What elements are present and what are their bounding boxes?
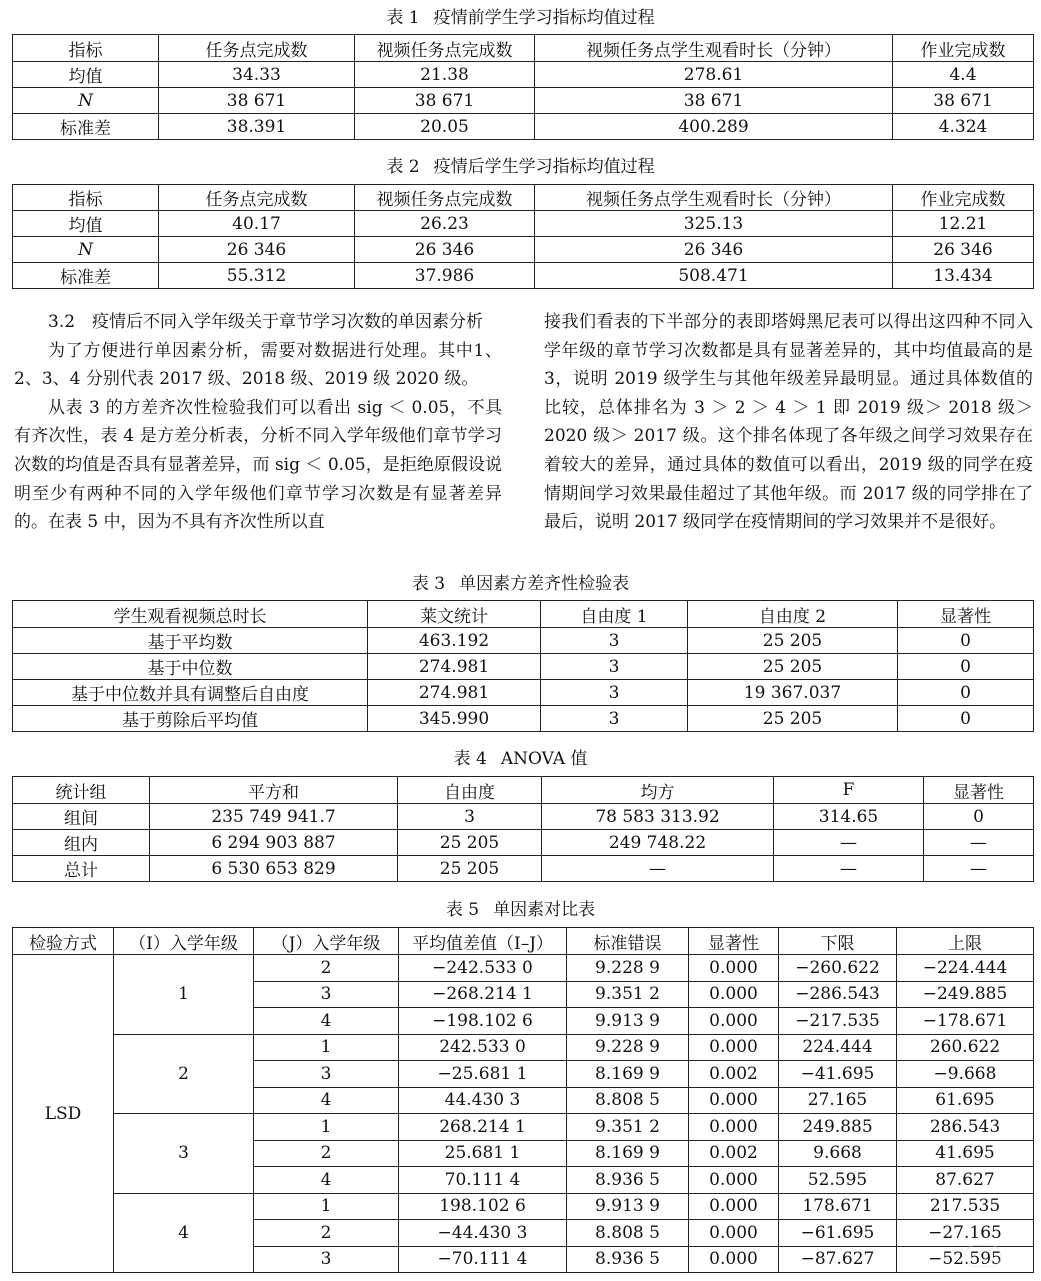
table3-header: 自由度 2 [688, 601, 898, 628]
table2-caption-title: 疫情后学生学习指标均值过程 [433, 157, 655, 177]
table-cell: 26 346 [159, 237, 355, 263]
table-cell: 55.312 [159, 263, 355, 289]
body-right-column [544, 308, 1033, 537]
table5-header: 上限 [897, 928, 1034, 955]
table3-header: 自由度 1 [541, 601, 688, 628]
table-cell: 314.65 [774, 804, 924, 830]
table5-header: 平均值差值（I–J） [399, 928, 567, 955]
table-cell: 3 [254, 981, 399, 1008]
table-cell: 0.000 [689, 1114, 779, 1141]
table-cell: 40.17 [159, 211, 355, 237]
table-cell: 8.169 9 [567, 1061, 689, 1088]
table-cell: 0 [898, 706, 1034, 732]
table-cell: −286.543 [779, 981, 897, 1008]
table-cell: 25 205 [398, 830, 542, 856]
table-cell: 26 346 [535, 237, 893, 263]
table-cell: 274.981 [368, 654, 541, 680]
table-cell: 9.913 9 [567, 1193, 689, 1220]
table-cell: 3 [398, 804, 542, 830]
table5-header: 标准错误 [567, 928, 689, 955]
i-grade-cell: 2 [114, 1034, 254, 1114]
table-cell: 38 671 [535, 88, 893, 114]
table-cell: 1 [254, 1193, 399, 1220]
table-cell: 26.23 [355, 211, 535, 237]
table-cell: 0 [898, 680, 1034, 706]
table-row [13, 88, 1034, 114]
table-cell: −27.165 [897, 1220, 1034, 1247]
table-cell: 2 [254, 1220, 399, 1247]
table-cell: 4 [254, 1008, 399, 1035]
table-cell: 27.165 [779, 1087, 897, 1114]
table-cell: 61.695 [897, 1087, 1034, 1114]
table-cell: 78 583 313.92 [542, 804, 774, 830]
table-cell: 278.61 [535, 62, 893, 88]
table3-header: 学生观看视频总时长 [13, 601, 368, 628]
table-cell: 0.000 [689, 1008, 779, 1035]
table-cell: −242.533 0 [399, 955, 567, 982]
table-cell: 34.33 [159, 62, 355, 88]
table-cell: 38 671 [159, 88, 355, 114]
table-cell: −9.668 [897, 1061, 1034, 1088]
table-cell: 3 [254, 1061, 399, 1088]
table-cell: 3 [541, 654, 688, 680]
table1-caption [0, 7, 1041, 29]
table-cell: 0.000 [689, 955, 779, 982]
table-cell: 基于平均数 [13, 628, 368, 654]
table-row [13, 1193, 1034, 1220]
table3-caption-number: 表 3 [411, 574, 446, 594]
table-cell: 0.000 [689, 1220, 779, 1247]
table-cell: 4 [254, 1087, 399, 1114]
table1-header: 指标 [13, 35, 159, 62]
table-cell: — [774, 830, 924, 856]
table-cell: 38.391 [159, 114, 355, 140]
table5-header: 显著性 [689, 928, 779, 955]
table-cell: 13.434 [893, 263, 1034, 289]
table-cell: 0.000 [689, 1167, 779, 1194]
paragraph: 从表 3 的方差齐次性检验我们可以看出 sig ＜ 0.05，不具有齐次性，表 4 是方差分析表，分析不同入学年级他们章节学习次数的均值是否具有显著差异，而 sig ＜ 0.05，是拒绝原假设说明至少有两种不同的入学年级他们章节学习次数是有显著差异的。在表 5 中，因为不具有齐次性所以直 [14, 397, 502, 533]
table-cell: 286.543 [897, 1114, 1034, 1141]
table5-header: 下限 [779, 928, 897, 955]
paragraph: 接我们看表的下半部分的表即塔姆黑尼表可以得出这四种不同入学年级的章节学习次数都是具有显著差异的，其中均值最高的是 3，说明 2019 级学生与其他年级差异最明显。通过具体数值的比较，总体排名为 3 ＞ 2 ＞ 4 ＞ 1 即 2019 级＞ 2018 级＞ 2020 级＞ 2017 级。这个排名体现了各年级之间学习效果存在着较大的差异，通过具体的数值可以看出，2019 级的同学在疫情期间学习效果最佳超过了其他年级。而 2017 级的同学排在了最后，说明 2017 级同学在疫情期间的学习效果并不是很好。 [544, 312, 1033, 533]
table1-caption-title: 疫情前学生学习指标均值过程 [433, 8, 655, 28]
table4-header: 统计组 [13, 777, 150, 804]
table-cell: N [13, 88, 159, 114]
table-cell: 37.986 [355, 263, 535, 289]
table-cell: −224.444 [897, 955, 1034, 982]
table-row [13, 856, 1034, 882]
table-cell: 463.192 [368, 628, 541, 654]
table-cell: −178.671 [897, 1008, 1034, 1035]
table2-header: 视频任务点完成数 [355, 185, 535, 211]
table-cell: 标准差 [13, 263, 159, 289]
table-cell: 345.990 [368, 706, 541, 732]
table-cell: 9.228 9 [567, 955, 689, 982]
table-cell: −260.622 [779, 955, 897, 982]
table1-header: 任务点完成数 [159, 35, 355, 62]
table-cell: 325.13 [535, 211, 893, 237]
table3-header: 显著性 [898, 601, 1034, 628]
table-cell: 总计 [13, 856, 150, 882]
table-row [13, 680, 1034, 706]
table-cell: −198.102 6 [399, 1008, 567, 1035]
table-cell: 1 [254, 1034, 399, 1061]
table-row [13, 114, 1034, 140]
table-cell: 0 [898, 654, 1034, 680]
table-cell: 组间 [13, 804, 150, 830]
table-cell: 25 205 [688, 706, 898, 732]
table-row [13, 263, 1034, 289]
table-cell: −268.214 1 [399, 981, 567, 1008]
table-cell: 20.05 [355, 114, 535, 140]
table-cell: 6 294 903 887 [150, 830, 398, 856]
table-cell: 52.595 [779, 1167, 897, 1194]
table-cell: — [774, 856, 924, 882]
table-cell: −249.885 [897, 981, 1034, 1008]
table-cell: N [13, 237, 159, 263]
table-cell: — [924, 830, 1034, 856]
table4 [12, 776, 1034, 882]
table1-header: 视频任务点完成数 [355, 35, 535, 62]
table-cell: 70.111 4 [399, 1167, 567, 1194]
table-cell: 3 [541, 706, 688, 732]
table-cell: 44.430 3 [399, 1087, 567, 1114]
table3-header-row [13, 601, 1034, 628]
table-cell: 249.885 [779, 1114, 897, 1141]
table-row [13, 1034, 1034, 1061]
table4-header: 显著性 [924, 777, 1034, 804]
table-cell: 25 205 [398, 856, 542, 882]
table-cell: −70.111 4 [399, 1246, 567, 1273]
table-row [13, 237, 1034, 263]
i-grade-cell: 3 [114, 1114, 254, 1194]
table5-caption-number: 表 5 [445, 900, 480, 920]
table3-header: 莱文统计 [368, 601, 541, 628]
table-cell: 标准差 [13, 114, 159, 140]
table-cell: 均值 [13, 62, 159, 88]
table5 [12, 927, 1034, 1273]
table-cell: — [924, 856, 1034, 882]
table-cell: 274.981 [368, 680, 541, 706]
table-cell: −87.627 [779, 1246, 897, 1273]
table-cell: 0.000 [689, 1246, 779, 1273]
table-cell: 基于剪除后平均值 [13, 706, 368, 732]
table-cell: 4 [254, 1167, 399, 1194]
table-cell: 25 205 [688, 654, 898, 680]
table-cell: 0.002 [689, 1140, 779, 1167]
table-cell: 8.808 5 [567, 1220, 689, 1247]
section-heading: 3.2 疫情后不同入学年级关于章节学习次数的单因素分析 [48, 312, 484, 332]
table5-caption-title: 单因素对比表 [493, 900, 596, 920]
table-cell: −44.430 3 [399, 1220, 567, 1247]
table5-caption [0, 899, 1041, 921]
table4-caption-number: 表 4 [453, 749, 487, 769]
table2-caption-number: 表 2 [386, 157, 420, 177]
table-cell: 12.21 [893, 211, 1034, 237]
table-cell: 87.627 [897, 1167, 1034, 1194]
table-cell: 268.214 1 [399, 1114, 567, 1141]
table-cell: 2 [254, 1140, 399, 1167]
table-cell: 0 [924, 804, 1034, 830]
paragraph: 为了方便进行单因素分析，需要对数据进行处理。其中1、2、3、4 分别代表 2017 级、2018 级、2019 级 2020 级。 [14, 340, 502, 390]
table-cell: 38 671 [355, 88, 535, 114]
table2-header: 作业完成数 [893, 185, 1034, 211]
table4-header: 自由度 [398, 777, 542, 804]
table4-caption-title: ANOVA 值 [500, 749, 588, 769]
table-cell: 235 749 941.7 [150, 804, 398, 830]
table-cell: 249 748.22 [542, 830, 774, 856]
table4-caption [0, 748, 1041, 770]
table4-header: 均方 [542, 777, 774, 804]
table-row [13, 830, 1034, 856]
table-cell: 9.351 2 [567, 1114, 689, 1141]
table-cell: −61.695 [779, 1220, 897, 1247]
table-cell: — [542, 856, 774, 882]
table5-header-row [13, 928, 1034, 955]
table-cell: 0.000 [689, 1087, 779, 1114]
body-left-column [14, 308, 502, 537]
table-cell: 3 [541, 628, 688, 654]
table-cell: 0.000 [689, 1193, 779, 1220]
table-cell: 1 [254, 1114, 399, 1141]
table-cell: 均值 [13, 211, 159, 237]
table-cell: 25.681 1 [399, 1140, 567, 1167]
table-row [13, 804, 1034, 830]
table-cell: 25 205 [688, 628, 898, 654]
table-cell: 38 671 [893, 88, 1034, 114]
table-cell: 26 346 [893, 237, 1034, 263]
table-cell: 9.351 2 [567, 981, 689, 1008]
table-cell: 9.228 9 [567, 1034, 689, 1061]
table-cell: −41.695 [779, 1061, 897, 1088]
table-row [13, 628, 1034, 654]
table2-header-row [13, 185, 1034, 211]
table5-header: （J）入学年级 [254, 928, 399, 955]
table-cell: 400.289 [535, 114, 893, 140]
table3-caption-title: 单因素方差齐性检验表 [459, 574, 630, 594]
table-cell: 8.808 5 [567, 1087, 689, 1114]
table2 [12, 184, 1034, 289]
table-cell: 3 [541, 680, 688, 706]
table-cell: 178.671 [779, 1193, 897, 1220]
table-row [13, 706, 1034, 732]
table2-header: 视频任务点学生观看时长（分钟） [535, 185, 893, 211]
table-cell: 0 [898, 628, 1034, 654]
method-cell: LSD [13, 955, 114, 1273]
table-row [13, 211, 1034, 237]
table-cell: 224.444 [779, 1034, 897, 1061]
table1-caption-number: 表 1 [386, 8, 420, 28]
table-cell: 0.000 [689, 981, 779, 1008]
table4-header-row [13, 777, 1034, 804]
table2-header: 任务点完成数 [159, 185, 355, 211]
table-cell: 9.913 9 [567, 1008, 689, 1035]
table-row [13, 62, 1034, 88]
table-cell: 26 346 [355, 237, 535, 263]
table-cell: 198.102 6 [399, 1193, 567, 1220]
table2-header: 指标 [13, 185, 159, 211]
table-cell: −52.595 [897, 1246, 1034, 1273]
table-cell: 3 [254, 1246, 399, 1273]
table1-header: 作业完成数 [893, 35, 1034, 62]
table-cell: 217.535 [897, 1193, 1034, 1220]
table1 [12, 34, 1034, 140]
table-cell: 2 [254, 955, 399, 982]
table-cell: 基于中位数并具有调整后自由度 [13, 680, 368, 706]
table-cell: 0.002 [689, 1061, 779, 1088]
table-cell: 9.668 [779, 1140, 897, 1167]
table-row [13, 955, 1034, 982]
watermark-icon [965, 1245, 1001, 1267]
table3-caption [0, 573, 1041, 595]
table3 [12, 600, 1034, 732]
table-cell: 6 530 653 829 [150, 856, 398, 882]
table5-header: 检验方式 [13, 928, 114, 955]
table-cell: 4.324 [893, 114, 1034, 140]
table-cell: 242.533 0 [399, 1034, 567, 1061]
table-cell: −217.535 [779, 1008, 897, 1035]
table-cell: 组内 [13, 830, 150, 856]
i-grade-cell: 1 [114, 955, 254, 1035]
table-row [13, 1114, 1034, 1141]
table-cell: 8.936 5 [567, 1167, 689, 1194]
table1-header: 视频任务点学生观看时长（分钟） [535, 35, 893, 62]
table-cell: 260.622 [897, 1034, 1034, 1061]
table-cell: 基于中位数 [13, 654, 368, 680]
table-cell: 8.936 5 [567, 1246, 689, 1273]
table-cell: 19 367.037 [688, 680, 898, 706]
table-cell: 0.000 [689, 1034, 779, 1061]
i-grade-cell: 4 [114, 1193, 254, 1273]
table-cell: 8.169 9 [567, 1140, 689, 1167]
table-cell: 508.471 [535, 263, 893, 289]
table2-caption [0, 156, 1041, 178]
table-cell: 41.695 [897, 1140, 1034, 1167]
table-cell: 4.4 [893, 62, 1034, 88]
table-cell: 21.38 [355, 62, 535, 88]
table-cell: −25.681 1 [399, 1061, 567, 1088]
table-row [13, 654, 1034, 680]
table1-header-row [13, 35, 1034, 62]
table4-header: 平方和 [150, 777, 398, 804]
table4-header: F [774, 777, 924, 804]
table5-header: （I）入学年级 [114, 928, 254, 955]
